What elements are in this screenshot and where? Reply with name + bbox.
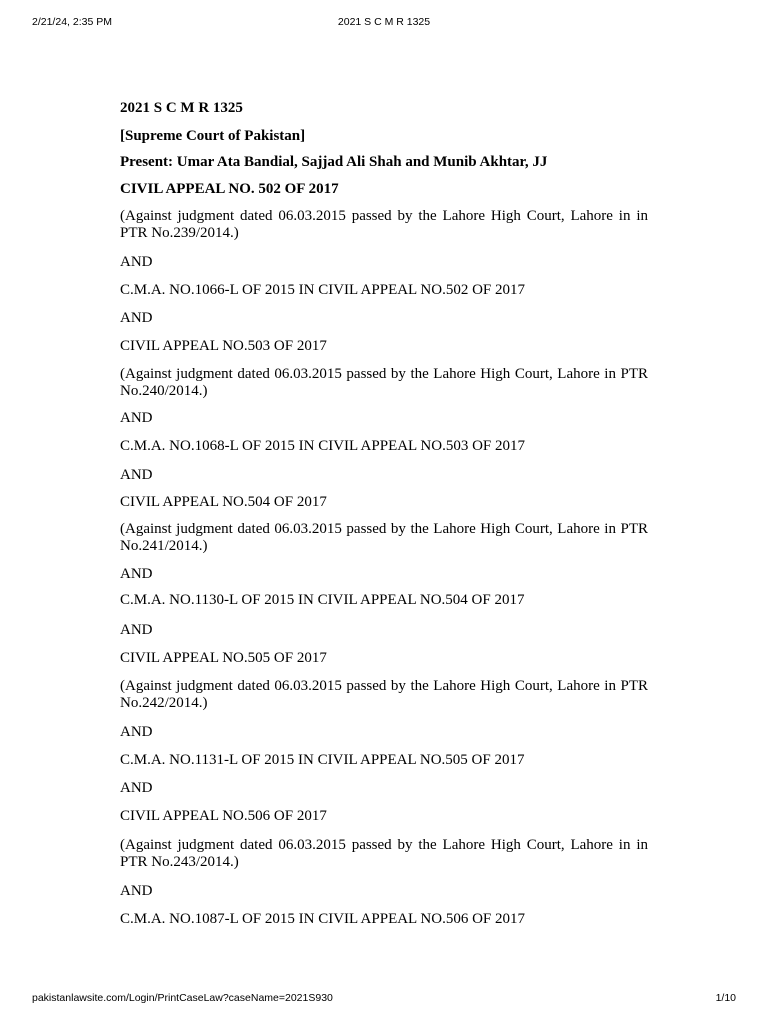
separator: AND [120, 254, 153, 270]
print-footer [0, 992, 768, 1006]
bench: Present: Umar Ata Bandial, Sajjad Ali Shah and Munib Akhtar, JJ [120, 154, 548, 170]
appeal-line: CIVIL APPEAL NO.506 OF 2017 [120, 808, 327, 824]
print-url: pakistanlawsite.com/Login/PrintCaseLaw?caseName=2021S930 [32, 992, 333, 1004]
cma-line: C.M.A. NO.1130-L OF 2015 IN CIVIL APPEAL NO.504 OF 2017 [120, 592, 525, 608]
case-note: (Against judgment dated 06.03.2015 passed by the Lahore High Court, Lahore in in PTR No.239/2014.) [120, 208, 648, 241]
case-note: (Against judgment dated 06.03.2015 passed by the Lahore High Court, Lahore in PTR No.242/2014.) [120, 678, 648, 711]
appeal-title: CIVIL APPEAL NO. 502 OF 2017 [120, 181, 339, 197]
citation: 2021 S C M R 1325 [120, 100, 243, 116]
print-header [0, 16, 768, 30]
case-note: (Against judgment dated 06.03.2015 passed by the Lahore High Court, Lahore in PTR No.240/2014.) [120, 366, 648, 399]
separator: AND [120, 883, 153, 899]
separator: AND [120, 566, 153, 582]
appeal-line: CIVIL APPEAL NO.504 OF 2017 [120, 494, 327, 510]
print-datetime: 2/21/24, 2:35 PM [32, 16, 112, 28]
cma-line: C.M.A. NO.1131-L OF 2015 IN CIVIL APPEAL NO.505 OF 2017 [120, 752, 525, 768]
separator: AND [120, 622, 153, 638]
separator: AND [120, 310, 153, 326]
page-number: 1/10 [715, 992, 736, 1004]
separator: AND [120, 724, 153, 740]
cma-line: C.M.A. NO.1068-L OF 2015 IN CIVIL APPEAL NO.503 OF 2017 [120, 438, 526, 454]
separator: AND [120, 780, 153, 796]
separator: AND [120, 467, 153, 483]
case-note: (Against judgment dated 06.03.2015 passed by the Lahore High Court, Lahore in PTR No.241/2014.) [120, 521, 648, 554]
case-note: (Against judgment dated 06.03.2015 passed by the Lahore High Court, Lahore in in PTR No.243/2014.) [120, 837, 648, 870]
court-name: [Supreme Court of Pakistan] [120, 128, 306, 144]
separator: AND [120, 410, 153, 426]
appeal-line: CIVIL APPEAL NO.503 OF 2017 [120, 338, 327, 354]
cma-line: C.M.A. NO.1087-L OF 2015 IN CIVIL APPEAL NO.506 OF 2017 [120, 911, 526, 927]
appeal-line: CIVIL APPEAL NO.505 OF 2017 [120, 650, 327, 666]
print-title: 2021 S C M R 1325 [337, 16, 431, 28]
cma-line: C.M.A. NO.1066-L OF 2015 IN CIVIL APPEAL NO.502 OF 2017 [120, 282, 526, 298]
